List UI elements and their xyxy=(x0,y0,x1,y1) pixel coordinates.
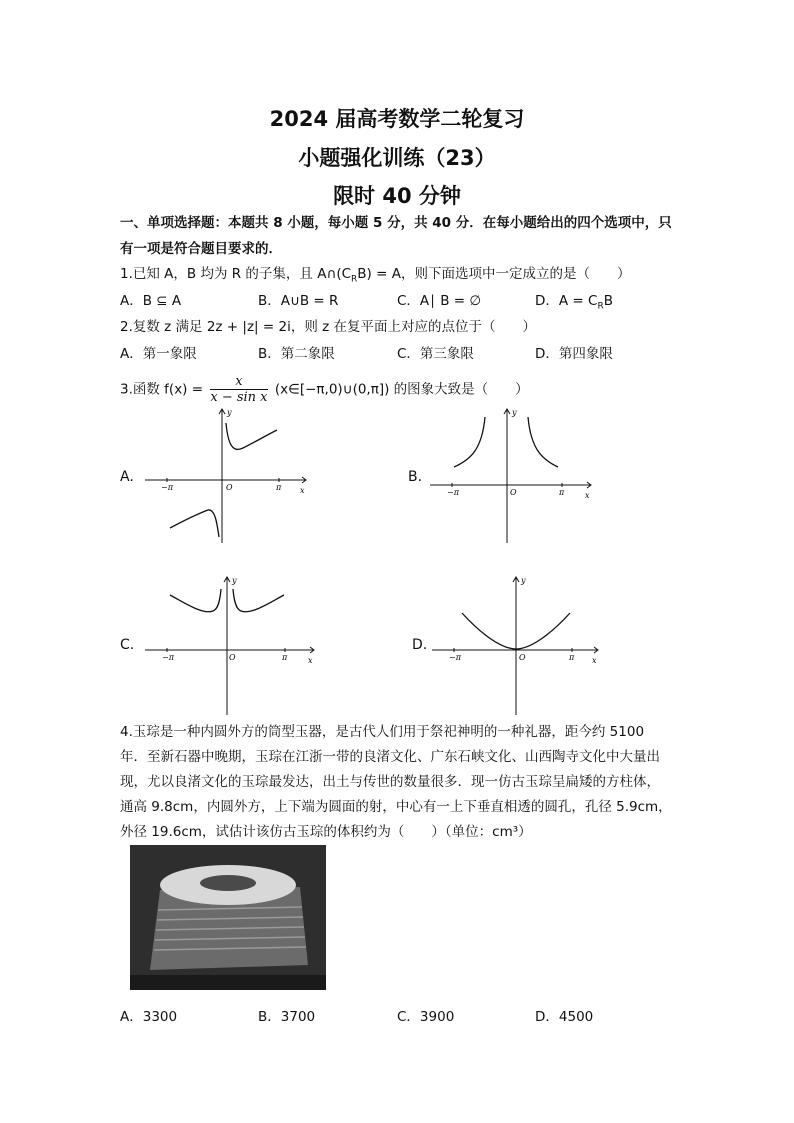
q1-stem: 1.已知 A，B 均为 R 的子集，且 $A\cap(C_RB) = A$，则下面选项中一定成立的是（ ） xyxy=(120,266,631,285)
q4-option-a[interactable]: A．3300 xyxy=(120,1009,178,1025)
graph-label-d[interactable]: D. xyxy=(412,637,428,653)
svg-text:x: x xyxy=(592,656,597,665)
q1-option-a[interactable]: A．B ⊆ A xyxy=(120,293,182,309)
q3-fraction: $\frac{x}{\text{x − sin x}}$ xyxy=(210,374,268,405)
graph-label-a[interactable]: A. xyxy=(120,469,134,485)
svg-text:−π: −π xyxy=(449,653,461,662)
graph-label-c[interactable]: C. xyxy=(120,637,135,653)
svg-text:−π: −π xyxy=(447,488,459,497)
q2-option-d[interactable]: D．第四象限 xyxy=(535,346,613,362)
svg-text:x: x xyxy=(308,656,313,665)
jade-cong-photo xyxy=(130,845,326,990)
svg-text:x: x xyxy=(300,486,305,495)
q1-option-b[interactable]: B．A∪B = R xyxy=(258,293,339,309)
q2-option-a[interactable]: A．第一象限 xyxy=(120,346,197,362)
doc-subtitle: 小题强化训练（23） xyxy=(298,146,496,170)
svg-text:O: O xyxy=(519,653,526,662)
graph-label-b[interactable]: B. xyxy=(408,469,423,485)
graph-c[interactable] xyxy=(145,573,320,718)
svg-text:−π: −π xyxy=(162,653,174,662)
graph-d[interactable] xyxy=(432,573,602,718)
svg-text:y: y xyxy=(521,576,526,585)
svg-text:x: x xyxy=(585,491,590,500)
svg-text:y: y xyxy=(232,576,237,585)
q4-option-b[interactable]: B．3700 xyxy=(258,1009,316,1025)
q2-stem: 2.复数 z 满足 2z + |z| = 2i，则 z 在复平面上对应的点位于（ ） xyxy=(120,319,536,335)
svg-text:π: π xyxy=(282,653,288,662)
svg-text:O: O xyxy=(226,483,233,492)
svg-text:π: π xyxy=(569,653,575,662)
q4-line-2: 年．至新石器中晚期，玉琮在江浙一带的良渚文化、广东石峡文化、山西陶寺文化中大量出 xyxy=(120,749,660,765)
section-heading-line1: 一、单项选择题：本题共 8 小题，每小题 5 分，共 40 分．在每小题给出的四个选项中，只 xyxy=(120,215,672,231)
graph-a[interactable] xyxy=(145,405,315,545)
svg-text:O: O xyxy=(229,653,236,662)
time-limit: 限时 40 分钟 xyxy=(333,184,461,208)
q3-stem: 3.函数 f(x) = $\frac{x}{\text{x − sin x}}$ (x∈[−π,0)∪(0,π]) 的图象大致是（ ） xyxy=(120,374,529,405)
q4-line-4: 通高 9.8cm，内圆外方，上下端为圆面的射，中心有一上下垂直相透的圆孔，孔径 5.9cm， xyxy=(120,799,672,815)
q1-option-d[interactable]: D．$A = C_RB$ xyxy=(535,293,613,312)
doc-title: 2024 届高考数学二轮复习 xyxy=(269,107,525,131)
q4-line-1: 4.玉琮是一种内圆外方的筒型玉器，是古代人们用于祭祀神明的一种礼器，距今约 5100 xyxy=(120,724,645,740)
q4-line-3: 现，尤以良渚文化的玉琮最发达，出土与传世的数量很多．现一仿古玉琮呈扁矮的方柱体， xyxy=(120,774,660,790)
q2-option-c[interactable]: C．第三象限 xyxy=(397,346,474,362)
q4-option-c[interactable]: C．3900 xyxy=(397,1009,455,1025)
q4-option-d[interactable]: D．4500 xyxy=(535,1009,594,1025)
q1-option-c[interactable]: C．A∣ B = ∅ xyxy=(397,293,482,309)
svg-text:π: π xyxy=(559,488,565,497)
svg-text:π: π xyxy=(276,483,282,492)
svg-text:y: y xyxy=(227,408,232,417)
svg-text:−π: −π xyxy=(161,483,173,492)
q4-line-5: 外径 19.6cm，试估计该仿古玉琮的体积约为（ ）（单位：cm³） xyxy=(120,824,532,840)
section-heading-line2: 有一项是符合题目要求的． xyxy=(120,241,282,257)
graph-b[interactable] xyxy=(430,405,600,545)
svg-text:y: y xyxy=(512,408,517,417)
svg-text:O: O xyxy=(510,488,517,497)
q2-option-b[interactable]: B．第二象限 xyxy=(258,346,335,362)
